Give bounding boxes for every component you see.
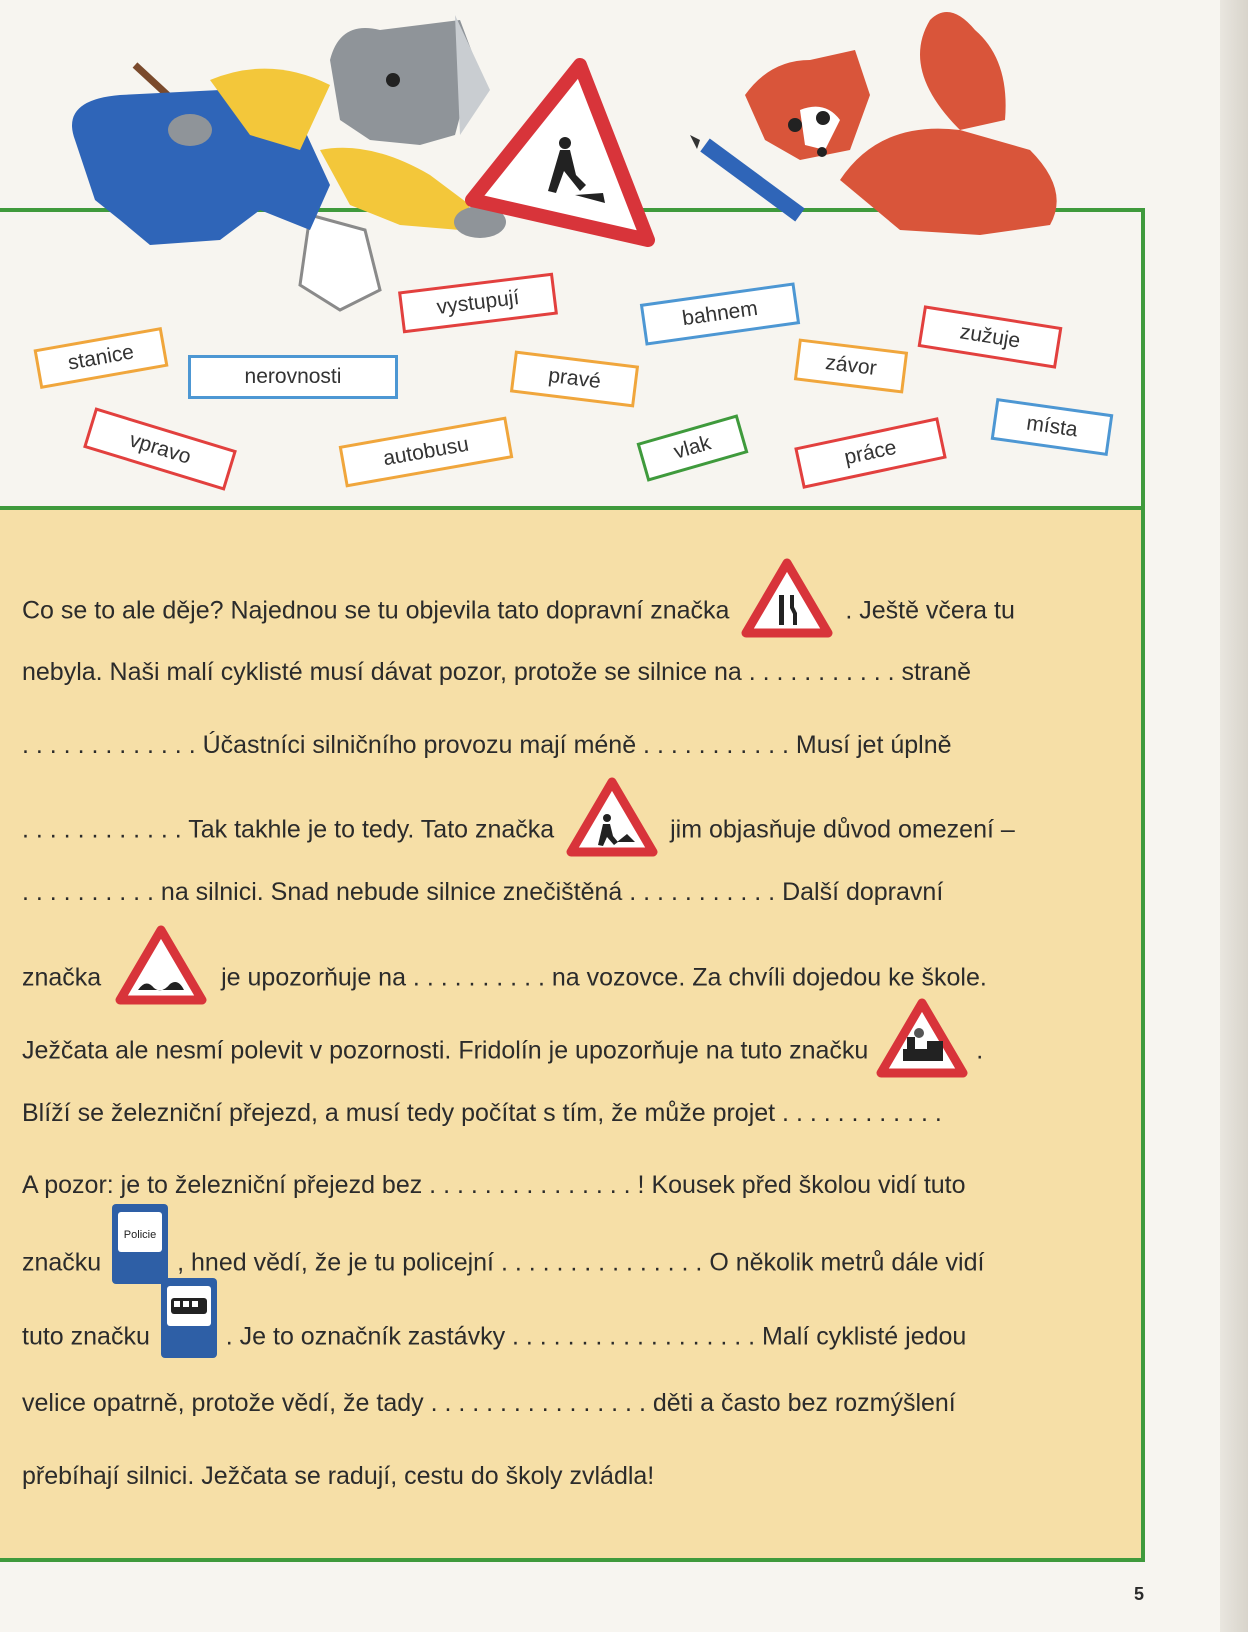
page-number: 5 [1134, 1584, 1145, 1604]
text-line-6-end: je upozorňuje na . . . . . . . . . . na vozovce. Za chvíli dojedou ke škole. [221, 963, 987, 992]
text-line-13: přebíhají silnici. Ježčata se radují, cestu do školy zvládla! [22, 1462, 655, 1490]
text-line-4-start: . . . . . . . . . . . . Tak takhle je to tedy. Tato značka [22, 815, 555, 844]
word-nerovnosti: nerovnosti [188, 355, 398, 399]
word-zavor: závor [794, 338, 908, 393]
text-line-6 [22, 952, 987, 1006]
police-sign-icon [110, 1202, 170, 1286]
text-line-11-end: . Je to označník zastávky . . . . . . . . . . . . . . . . . . Malí cyklisté jedou [225, 1322, 967, 1351]
level-crossing-without-gates-sign-icon [875, 997, 969, 1079]
text-line-10-end: , hned vědí, že je tu policejní . . . . . . . . . . . . . . . O několik metrů dále vidí [177, 1248, 985, 1277]
text-line-1-end: . Ještě včera tu [845, 596, 1015, 625]
uneven-road-sign-icon [114, 924, 208, 1006]
text-line-11-start: tuto značku [22, 1322, 150, 1351]
roadworks-sign-icon [565, 776, 659, 858]
word-prace: práce [794, 417, 947, 489]
text-line-1 [22, 585, 1015, 639]
text-line-7 [22, 1025, 983, 1079]
text-line-4 [22, 804, 1015, 858]
word-autobusu: autobusu [339, 417, 514, 488]
text-line-7-start: Ježčata ale nesmí polevit v pozornosti. Fridolín je upozorňuje na tuto značku [22, 1036, 869, 1065]
text-line-9: A pozor: je to železniční přejezd bez . . . . . . . . . . . . . . . ! Kousek před školou vidí tuto [22, 1171, 966, 1199]
police-sign-label: Policie [123, 1229, 157, 1241]
text-line-7-end: . [976, 1036, 984, 1065]
word-zuzuje: zužuje [918, 305, 1063, 368]
text-line-4-end: jim objasňuje důvod omezení – [670, 815, 1015, 844]
text-line-11 [22, 1316, 966, 1360]
bus-stop-sign-icon [159, 1276, 219, 1360]
word-bahnem: bahnem [640, 282, 800, 345]
text-line-3: . . . . . . . . . . . . . Účastníci silničního provozu mají méně . . . . . . . . . . . Musí jet úplně [22, 731, 952, 759]
text-line-5: . . . . . . . . . . na silnici. Snad nebude silnice znečištěná . . . . . . . . . . . Další dopravní [22, 878, 944, 906]
road-narrows-right-sign-icon [740, 557, 834, 639]
text-line-8: Blíží se železniční přejezd, a musí tedy počítat s tím, že může projet . . . . . . . . . . . . [22, 1099, 942, 1127]
rhinoceros-icon [72, 15, 506, 310]
word-vystupuji: vystupují [398, 273, 558, 334]
word-vpravo: vpravo [83, 407, 237, 490]
text-line-6-start: značka [22, 963, 102, 992]
illustration [0, 0, 1248, 330]
text-line-1-start: Co se to ale děje? Najednou se tu objevila tato dopravní značka [22, 596, 730, 625]
fox-icon [690, 12, 1057, 235]
word-vlak: vlak [637, 414, 749, 481]
text-line-10-start: značku [22, 1248, 102, 1277]
word-prave: pravé [510, 351, 639, 408]
text-line-12: velice opatrně, protože vědí, že tady . . . . . . . . . . . . . . . . děti a často bez rozmýšlení [22, 1389, 956, 1417]
word-stanice: stanice [34, 327, 169, 389]
word-mista: místa [991, 398, 1114, 456]
text-line-2: nebyla. Naši malí cyklisté musí dávat pozor, protože se silnice na . . . . . . . . . . . straně [22, 658, 972, 686]
